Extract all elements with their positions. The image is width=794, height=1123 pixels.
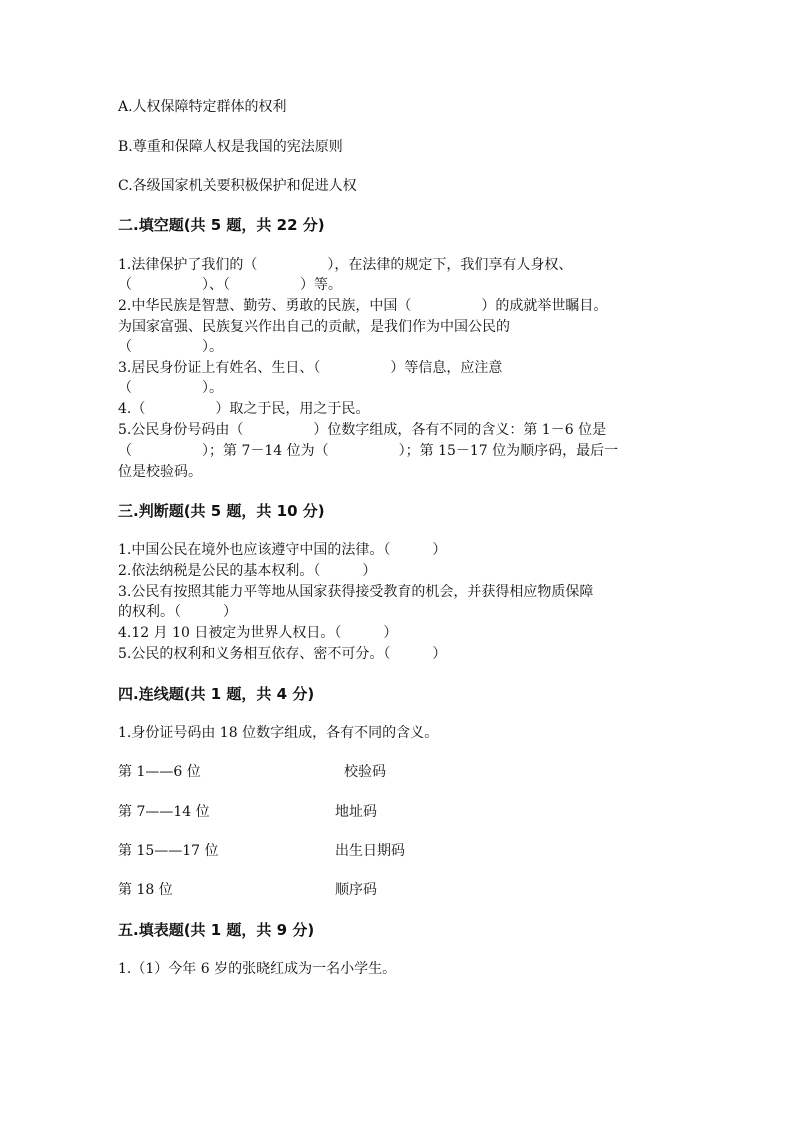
match-left-item: 第 7——14 位 xyxy=(118,804,210,820)
judge-line: 4.12 月 10 日被定为世界人权日。（ ） xyxy=(118,625,398,641)
fill-line: 为国家富强、民族复兴作出自己的贡献，是我们作为中国公民的 xyxy=(118,319,510,335)
match-left-item: 第 15——17 位 xyxy=(118,843,219,859)
fill-line: 4.（ ）取之于民，用之于民。 xyxy=(118,401,370,417)
fill-line: 5.公民身份号码由（ ）位数字组成，各有不同的含义：第 1－6 位是 xyxy=(118,422,607,438)
option-b: B.尊重和保障人权是我国的宪法原则 xyxy=(118,139,343,155)
fill-line: （ ）、（ ）等。 xyxy=(118,277,342,293)
option-a: A.人权保障特定群体的权利 xyxy=(118,99,287,115)
fill-line: （ ）。 xyxy=(118,380,223,396)
judge-line: 3.公民有按照其能力平等地从国家获得接受教育的机会，并获得相应物质保障 xyxy=(118,584,594,600)
fill-line: 2.中华民族是智慧、勤劳、勇敢的民族，中国（ ）的成就举世瞩目。 xyxy=(118,298,608,314)
section3-heading: 三.判断题(共 5 题，共 10 分) xyxy=(118,502,325,520)
section4-heading: 四.连线题(共 1 题，共 4 分) xyxy=(118,685,315,703)
judge-line: 1.中国公民在境外也应该遵守中国的法律。（ ） xyxy=(118,542,447,558)
fill-line: 3.居民身份证上有姓名、生日、（ ）等信息，应注意 xyxy=(118,360,503,376)
match-question: 1.身份证号码由 18 位数字组成，各有不同的含义。 xyxy=(118,725,439,741)
fill-line: （ ）；第 7－14 位为（ ）；第 15－17 位为顺序码，最后一 xyxy=(118,443,619,459)
fill-line: （ ）。 xyxy=(118,339,223,355)
judge-line: 2.依法纳税是公民的基本权利。（ ） xyxy=(118,563,377,579)
match-right-item: 出生日期码 xyxy=(335,843,405,859)
match-left-item: 第 18 位 xyxy=(118,882,173,898)
match-right-item: 顺序码 xyxy=(335,882,377,898)
judge-line: 5.公民的权利和义务相互依存、密不可分。（ ） xyxy=(118,646,447,662)
section5-heading: 五.填表题(共 1 题，共 9 分) xyxy=(118,921,315,939)
fill-line: 1.法律保护了我们的（ ），在法律的规定下，我们享有人身权、 xyxy=(118,257,573,273)
section2-heading: 二.填空题(共 5 题，共 22 分) xyxy=(118,216,325,234)
match-left-item: 第 1——6 位 xyxy=(118,764,201,780)
option-c: C.各级国家机关要积极保护和促进人权 xyxy=(118,178,357,194)
fill-line: 位是校验码。 xyxy=(118,464,202,480)
judge-line: 的权利。（ ） xyxy=(118,604,237,620)
match-right-item: 校验码 xyxy=(344,764,386,780)
table-question: 1.（1）今年 6 岁的张晓红成为一名小学生。 xyxy=(118,961,397,977)
match-right-item: 地址码 xyxy=(335,804,377,820)
